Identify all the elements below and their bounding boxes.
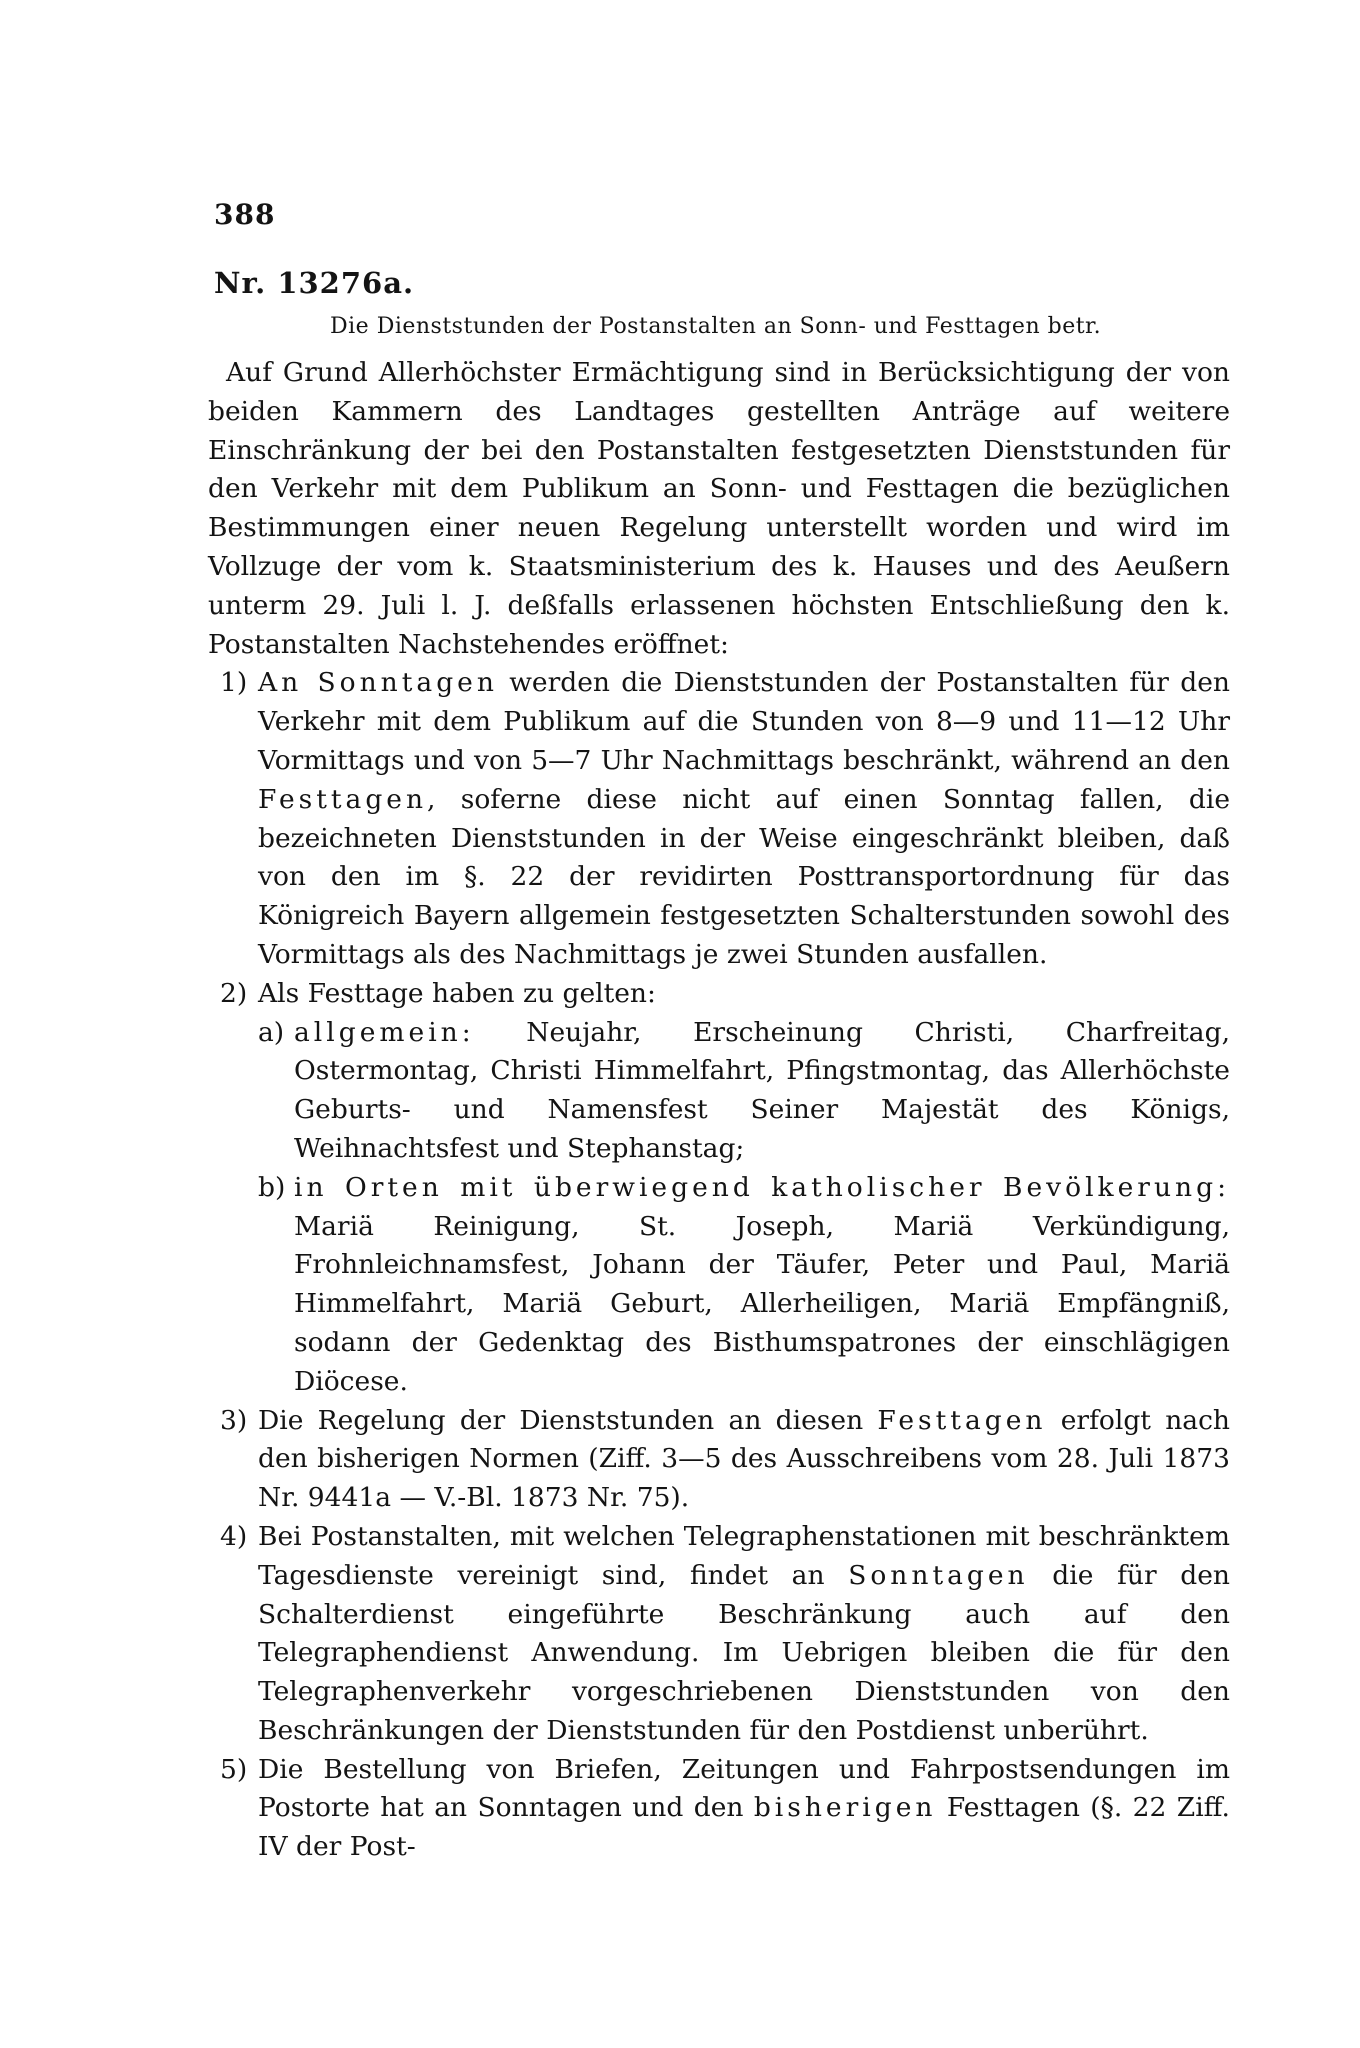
emphasis-text: bisherigen [753,1792,937,1824]
sub-item-text: Neujahr, Erscheinung Christi, Charfreitag, Ostermontag, Christi Himmelfahrt, Pfingstmontag, das Allerhöchste Geburts- und Namensfest Seiner Majestät des Königs, Weihnachtsfest und Stephanstag; [294,1016,1230,1164]
item-text: Die Bestellung von Briefen, Zeitungen und Fahrpostsendungen im Postorte hat an Sonntagen und den [258,1753,1230,1824]
list-item-3 [208,1402,1230,1518]
subject-line: Die Dienststunden der Postanstalten an Sonn- und Festtagen betr. [330,314,1102,339]
item-text: die für den Schalterdienst eingeführte Beschränkung auch auf den Telegraphendienst Anwendung. Im Uebrigen bleiben die für den Telegraphenverkehr vorgeschriebenen Dienststunden von den Beschränkungen der Dienststunden für den Postdienst unberührt. [258,1559,1230,1746]
sub-item-a [208,1014,1230,1169]
item-number: 5) [220,1753,248,1785]
emphasis-text: allgemein: [294,1016,475,1048]
list-item-5 [208,1751,1230,1867]
sub-item-letter: b) [258,1171,286,1203]
item-text: Bei Postanstalten, mit welchen Telegraphenstationen mit beschränktem Tagesdienste vereinigt sind, findet an [258,1520,1230,1591]
item-number: 4) [220,1520,248,1552]
item-text: , soferne diese nicht auf einen Sonntag fallen, die bezeichneten Dienststunden in der Weise eingeschränkt bleiben, daß von den im §. 22 der revidirten Posttransportordnung für das Königreich Bayern allgemein festgesetzten Schalterstunden sowohl des Vormittags als des Nachmittags je zwei Stunden ausfallen. [258,783,1230,970]
item-text: Festtagen (§. 22 Ziff. IV der Post- [258,1792,1230,1863]
item-text: Als Festtage haben zu gelten: [258,977,656,1009]
sub-item-text: Mariä Reinigung, St. Joseph, Mariä Verkündigung, Frohnleichnamsfest, Johann der Täufer, Peter und Paul, Mariä Himmelfahrt, Mariä Geburt, Allerheiligen, Mariä Empfängniß, sodann der Gedenktag des Bisthumspatrones der einschlägigen Diöcese. [294,1210,1230,1397]
document-number: Nr. 13276a. [214,266,415,300]
sub-item-b [208,1169,1230,1402]
item-number: 3) [220,1404,248,1436]
list-item-2 [208,975,1230,1014]
sub-item-letter: a) [258,1016,285,1048]
page-number: 388 [214,198,276,231]
document-body [208,354,1230,1867]
list-item-4 [208,1518,1230,1751]
emphasis-text: Festtagen [877,1404,1047,1436]
item-text: Die Regelung der Dienststunden an diesen [258,1404,878,1436]
emphasis-text: Festtagen [258,783,428,815]
item-number: 1) [220,667,248,699]
item-text: werden die Dienststunden der Postanstalten für den Verkehr mit dem Publikum auf die Stunden von 8—9 und 11—12 Uhr Vormittags und von 5—7 Uhr Nachmittags beschränkt, während an den [258,667,1230,776]
intro-paragraph: Auf Grund Allerhöchster Ermächtigung sind in Berücksichtigung der von beiden Kammern des Landtages gestellten Anträge auf weitere Einschränkung der bei den Postanstalten festgesetzten Dienststunden für den Verkehr mit dem Publikum an Sonn- und Festtagen die bezüglichen Bestimmungen einer neuen Regelung unterstellt worden und wird im Vollzuge der vom k. Staatsministerium des k. Hauses und des Aeußern unterm 29. Juli l. J. deßfalls erlassenen höchsten Entschließung den k. Postanstalten Nachstehendes eröffnet: [208,357,1230,660]
list-item-1 [208,664,1230,974]
emphasis-text: in Orten mit überwiegend katholischer Bevölkerung: [294,1171,1230,1203]
item-number: 2) [220,977,248,1009]
emphasis-text: Sonntagen [848,1559,1029,1591]
item-text: erfolgt nach den bisherigen Normen (Ziff. 3—5 des Ausschreibens vom 28. Juli 1873 Nr. 9441a — V.-Bl. 1873 Nr. 75). [258,1404,1230,1514]
emphasis-text: An Sonntagen [258,667,498,699]
